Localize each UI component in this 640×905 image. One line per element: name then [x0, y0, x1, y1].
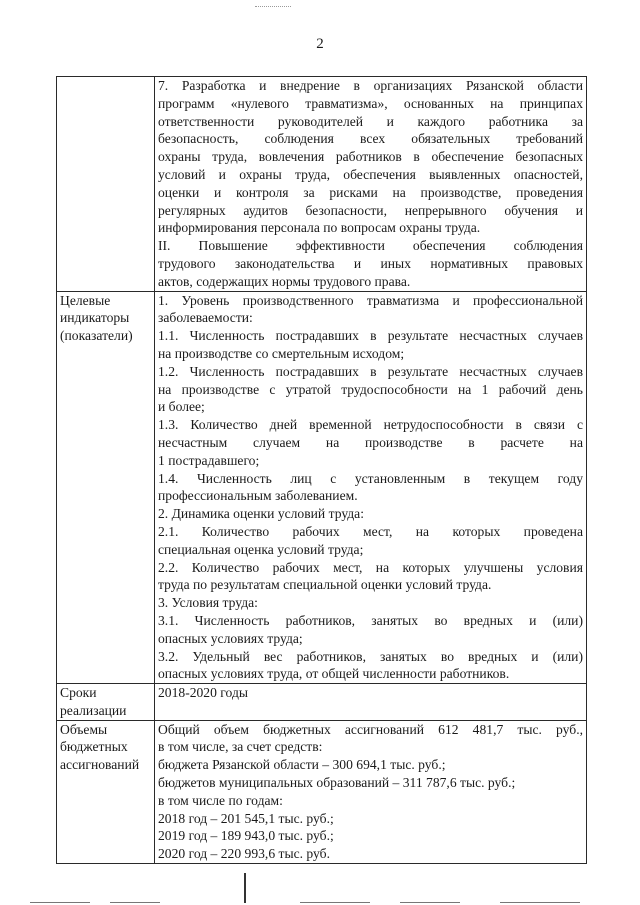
- text-line: 3.2. Удельный вес работников, занятых во вредных и (или): [158, 648, 583, 664]
- row-content-target-indicators: [155, 291, 587, 684]
- text-line: 2. Динамика оценки условий труда:: [158, 506, 364, 522]
- scan-edge-mark: [300, 902, 370, 903]
- text-line: актов, содержащих нормы трудового права.: [158, 273, 411, 289]
- text-line: в том числе, за счет средств:: [158, 739, 323, 755]
- text-line: 2018-2020 годы: [158, 685, 248, 701]
- row-content-budget-allocations: [155, 720, 587, 863]
- text-line: 2020 год – 220 993,6 тыс. руб.: [158, 846, 330, 862]
- text-line: 3.1. Численность работников, занятых во вредных и (или): [158, 612, 583, 628]
- label-line: реализации: [60, 702, 127, 718]
- text-line: 1.2. Численность пострадавших в результате несчастных случаев: [158, 363, 583, 379]
- scan-edge-mark: [30, 902, 90, 903]
- text-line: программ «нулевого травматизма», основанных на принципах: [158, 95, 583, 111]
- label-line: бюджетных: [60, 739, 128, 755]
- table-row-budget-allocations: [57, 720, 587, 863]
- text-line: специальная оценка условий труда;: [158, 541, 364, 557]
- row-content-implementation-period: [155, 684, 587, 721]
- text-line: регулярных аудитов безопасности, непрерывного обучения и: [158, 202, 583, 218]
- scan-edge-mark: [110, 902, 160, 903]
- text-line: несчастным случаем на производстве в расчете на: [158, 434, 583, 450]
- text-line: оценки и контроля за рисками на производстве, проведения: [158, 184, 583, 200]
- row-content-tasks: [155, 77, 587, 292]
- scan-edge-mark: [400, 902, 460, 903]
- table-row-implementation-period: [57, 684, 587, 721]
- table-row-target-indicators: [57, 291, 587, 684]
- label-line: индикаторы: [60, 310, 130, 326]
- text-line: профессиональным заболеванием.: [158, 488, 358, 504]
- label-line: Сроки: [60, 685, 97, 701]
- label-line: ассигнований: [60, 757, 140, 773]
- text-line: 2018 год – 201 545,1 тыс. руб.;: [158, 810, 334, 826]
- label-line: (показатели): [60, 328, 133, 344]
- text-line: в том числе по годам:: [158, 792, 283, 808]
- table-row-tasks-continued: [57, 77, 587, 292]
- text-line: условий и охраны труда, обеспечения выявленных опасностей,: [158, 166, 583, 182]
- row-label-implementation-period: [57, 684, 155, 721]
- text-line: бюджетов муниципальных образований – 311 787,6 тыс. руб.;: [158, 775, 516, 791]
- text-line: 1.3. Количество дней временной нетрудоспособности в связи с: [158, 417, 583, 433]
- label-line: Объемы: [60, 721, 108, 737]
- scan-mark-top: [255, 6, 291, 8]
- row-label-target-indicators: [57, 291, 155, 684]
- text-line: безопасность, соблюдения всех обязательных требований: [158, 131, 583, 147]
- text-line: 2019 год – 189 943,0 тыс. руб.;: [158, 828, 334, 844]
- text-line: 1.1. Численность пострадавших в результате несчастных случаев: [158, 328, 583, 344]
- text-line: информирования персонала по вопросам охраны труда.: [158, 220, 481, 236]
- scan-mark-bottom: [244, 873, 246, 903]
- text-line: труда по результатам специальной оценки условий труда.: [158, 577, 492, 593]
- page-number: 2: [316, 36, 324, 52]
- scan-edge-mark: [500, 902, 580, 903]
- row-label-budget-allocations: [57, 720, 155, 863]
- text-line: трудового законодательства и иных нормативных правовых: [158, 255, 583, 271]
- label-line: Целевые: [60, 292, 111, 308]
- row-label-empty: [57, 77, 155, 292]
- text-line: 2.1. Количество рабочих мест, на которых проведена: [158, 523, 583, 539]
- text-line: ответственности руководителей и каждого работника за: [158, 113, 583, 129]
- text-line: 1 пострадавшего;: [158, 452, 260, 468]
- text-line: на производстве со смертельным исходом;: [158, 345, 405, 361]
- text-line: 3. Условия труда:: [158, 595, 258, 611]
- text-line: опасных условиях труда;: [158, 630, 303, 646]
- text-line: Общий объем бюджетных ассигнований 612 481,7 тыс. руб.,: [158, 721, 583, 737]
- text-line: II. Повышение эффективности обеспечения соблюдения: [158, 238, 583, 254]
- text-line: опасных условиях труда, от общей численности работников.: [158, 666, 510, 682]
- text-line: 1.4. Численность лиц с установленным в текущем году: [158, 470, 583, 486]
- text-line: 2.2. Количество рабочих мест, на которых улучшены условия: [158, 559, 583, 575]
- text-line: охраны труда, вовлечения работников в обеспечение безопасных: [158, 149, 583, 165]
- text-line: заболеваемости:: [158, 310, 253, 326]
- text-line: бюджета Рязанской области – 300 694,1 тыс. руб.;: [158, 757, 446, 773]
- text-line: на производстве с утратой трудоспособности на 1 рабочий день: [158, 381, 583, 397]
- text-line: 1. Уровень производственного травматизма и профессиональной: [158, 292, 583, 308]
- text-line: и более;: [158, 399, 205, 415]
- text-line: 7. Разработка и внедрение в организациях Рязанской области: [158, 78, 583, 93]
- program-passport-table: [56, 76, 587, 864]
